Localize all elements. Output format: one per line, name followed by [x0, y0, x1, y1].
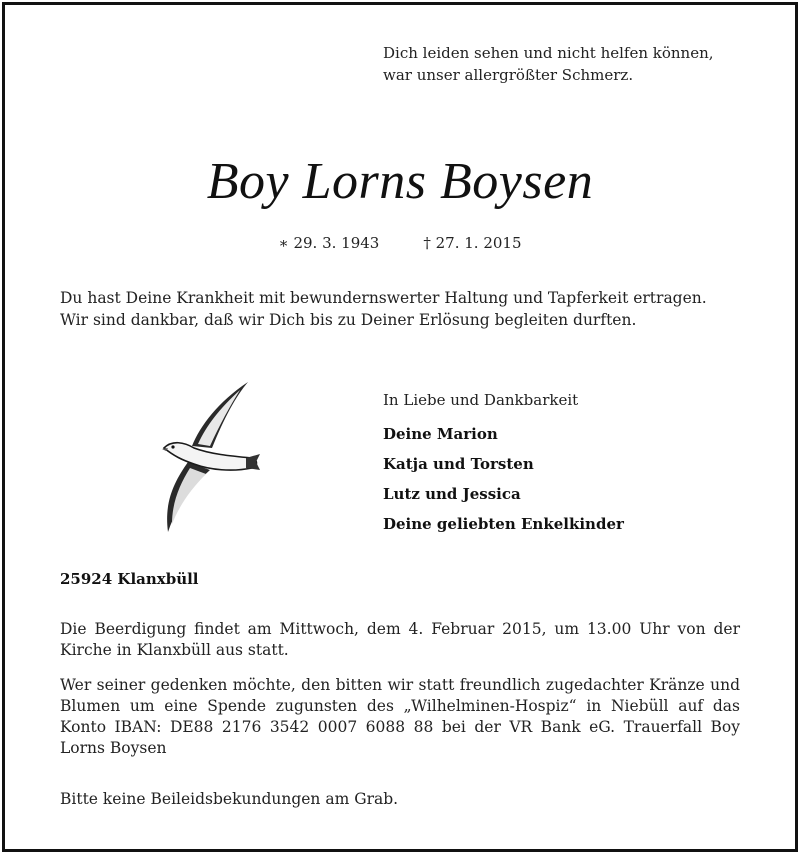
tribute-line-2: Wir sind dankbar, daß wir Dich bis zu Deiner Erlösung begleiten durften.	[60, 311, 637, 329]
death-date: † 27. 1. 2015	[423, 234, 522, 252]
quote-line-2: war unser allergrößter Schmerz.	[383, 66, 634, 84]
donation-info: Wer seiner gedenken möchte, den bitten wir statt freundlich zugedachter Kränze und Blumen um eine Spende zugunsten des „Wilhelminen-Hospiz“ in Niebüll auf das Konto IBAN: DE88 2176 3542 0007 6088 88 bei der VR Bank eG. Trauerfall Boy Lorns Boysen	[60, 676, 740, 757]
closing-note: Bitte keine Beileidsbekundungen am Grab.	[60, 790, 399, 808]
tribute-line-1: Du hast Deine Krankheit mit bewundernswerter Haltung und Tapferkeit ertragen.	[60, 289, 707, 307]
life-dates	[0, 234, 800, 252]
deceased-name: Boy Lorns Boysen	[206, 153, 594, 210]
mourner-name: Deine Marion	[383, 425, 498, 443]
funeral-info: Die Beerdigung findet am Mittwoch, dem 4. Februar 2015, um 13.00 Uhr von der Kirche in Klanxbüll aus statt.	[60, 620, 740, 659]
seagull-icon	[160, 378, 260, 540]
mourners-intro: In Liebe und Dankbarkeit	[383, 391, 579, 409]
mourners-block	[383, 389, 624, 539]
quote-line-1: Dich leiden sehen und nicht helfen können,	[383, 44, 714, 62]
birth-date: ∗ 29. 3. 1943	[278, 234, 380, 252]
mourner-name: Deine geliebten Enkelkinder	[383, 515, 624, 533]
opening-quote	[383, 42, 714, 86]
mourner-name: Lutz und Jessica	[383, 485, 521, 503]
mourner-name: Katja und Torsten	[383, 455, 534, 473]
tribute-text	[60, 287, 707, 331]
town: 25924 Klanxbüll	[60, 570, 199, 588]
